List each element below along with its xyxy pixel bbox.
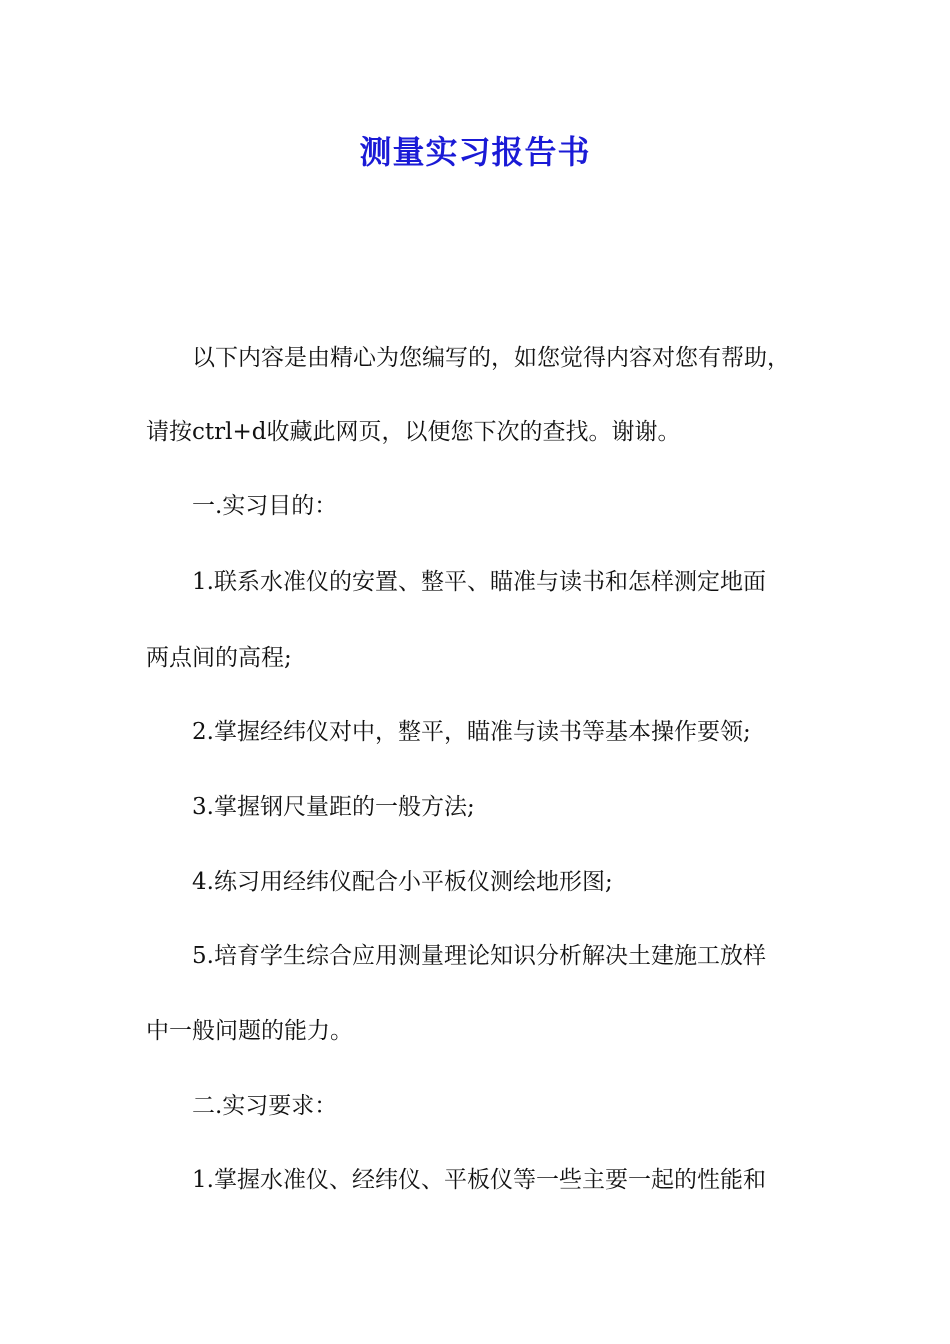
list-item: 1.联系水准仪的安置、整平、瞄准与读书和怎样测定地面 [192, 569, 766, 595]
list-item: 4.练习用经纬仪配合小平板仪测绘地形图; [192, 869, 613, 895]
paragraph-line: 以下内容是由精心为您编写的，如您觉得内容对您有帮助， [192, 345, 790, 371]
list-item-continuation: 中一般问题的能力。 [146, 1018, 353, 1044]
paragraph-line: 请按ctrl+d收藏此网页，以便您下次的查找。谢谢。 [146, 419, 681, 445]
document-title: 测量实习报告书 [359, 133, 591, 171]
list-item: 3.掌握钢尺量距的一般方法; [192, 794, 475, 820]
list-item-continuation: 两点间的高程; [146, 645, 292, 671]
list-item: 1.掌握水准仪、经纬仪、平板仪等一些主要一起的性能和 [192, 1167, 766, 1193]
section-heading: 二.实习要求： [192, 1093, 338, 1119]
list-item: 2.掌握经纬仪对中，整平，瞄准与读书等基本操作要领; [192, 719, 751, 745]
list-item: 5.培育学生综合应用测量理论知识分析解决土建施工放样 [192, 943, 766, 969]
section-heading: 一.实习目的： [192, 493, 338, 519]
